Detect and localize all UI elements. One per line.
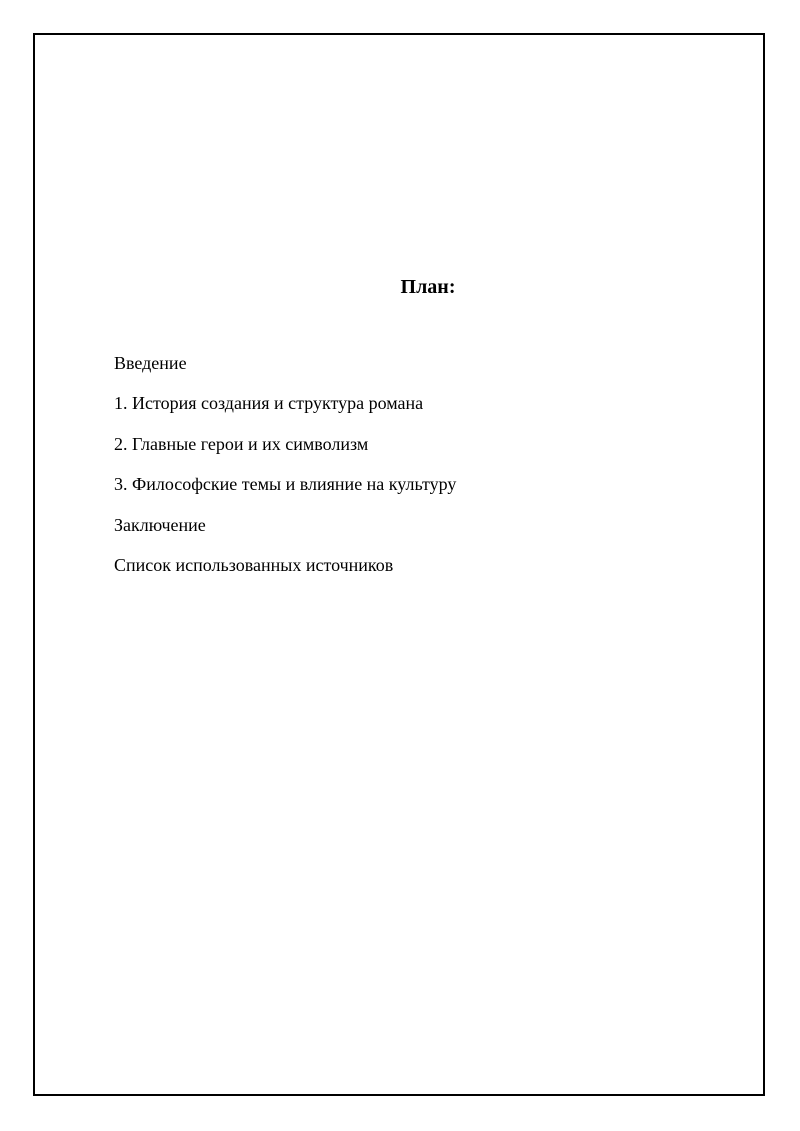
toc-item-references: Список использованных источников	[114, 554, 394, 575]
toc-item-chapter-3: 3. Философские темы и влияние на культуру	[114, 474, 457, 495]
toc-item-conclusion: Заключение	[114, 514, 206, 535]
toc-item-chapter-1: 1. История создания и структура романа	[114, 393, 424, 414]
toc-item-chapter-2: 2. Главные герои и их символизм	[114, 433, 369, 454]
toc-item-introduction: Введение	[114, 353, 187, 373]
page-title: План:	[400, 276, 456, 298]
table-of-contents	[114, 348, 456, 590]
